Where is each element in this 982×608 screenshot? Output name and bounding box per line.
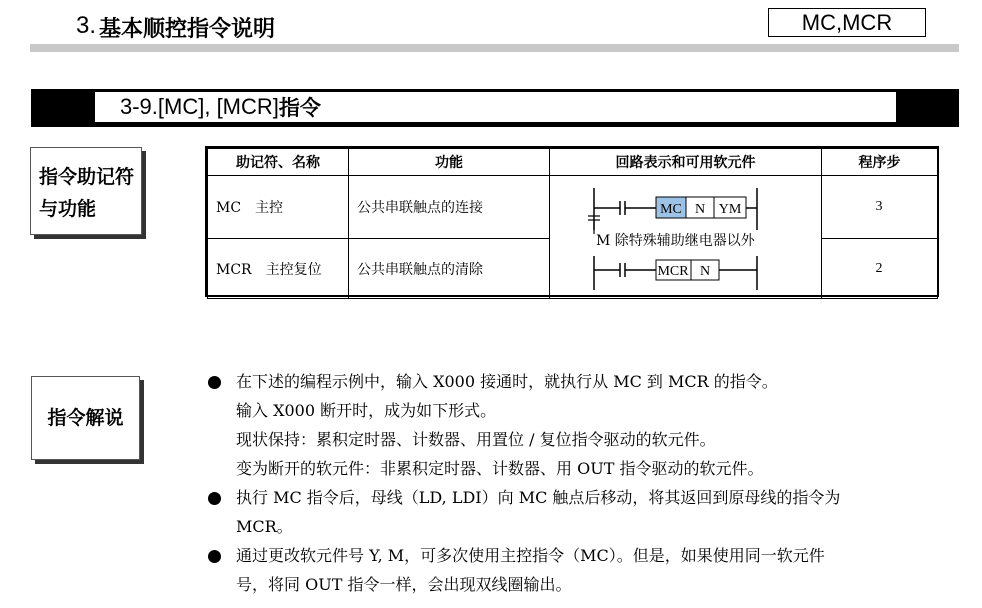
ladder-circuit-diagram: [550, 176, 820, 298]
mc-n-label: N: [694, 202, 706, 217]
table-header-row: [208, 149, 938, 176]
bullet-icon: [208, 550, 221, 563]
mc-coil-label: MC: [660, 202, 682, 217]
row-steps: 2: [822, 239, 938, 299]
col-header-steps: 程序步: [822, 149, 938, 176]
section-code: 3-9.[MC], [MCR]: [120, 94, 279, 119]
bullet-icon: [208, 492, 221, 505]
mnemonic-label-line1: 指令助记符: [39, 166, 135, 188]
explanation-line: 变为断开的软元件：非累积定时器、计数器、用 OUT 指令驱动的软元件。: [236, 459, 764, 478]
instruction-explanation-label: [31, 376, 140, 460]
device-note: M 除特殊辅助继电器以外: [596, 233, 755, 249]
explanation-line: 执行 MC 指令后，母线（LD, LDI）向 MC 触点后移动，将其返回到原母线的指令为: [236, 488, 841, 507]
explanation-line: 输入 X000 断开时，成为如下形式。: [236, 401, 497, 420]
section-title-suffix: 指令: [278, 96, 321, 120]
mnemonic-label-line2: 与功能: [39, 198, 97, 220]
explanation-bullet-1: [236, 367, 778, 483]
mcr-coil-label: MCR: [657, 264, 689, 279]
instruction-table: [205, 146, 939, 297]
row-mnemonic: MCR 主控复位: [208, 239, 349, 299]
row-steps: 3: [822, 176, 938, 239]
explanation-line: 现状保持：累积定时器、计数器、用置位 / 复位指令驱动的软元件。: [236, 430, 716, 449]
explanation-label-text: 指令解说: [47, 407, 124, 429]
table-row: [208, 176, 938, 239]
explanation-line: MCR。: [236, 517, 293, 536]
col-header-circuit: 回路表示和可用软元件: [550, 149, 822, 176]
row-function: 公共串联触点的清除: [349, 239, 550, 299]
circuit-cell: [550, 176, 822, 299]
col-header-mnemonic: 助记符、名称: [208, 149, 349, 176]
row-mnemonic: MC 主控: [208, 176, 349, 239]
mcr-n-label: N: [699, 264, 711, 279]
explanation-line: 在下述的编程示例中，输入 X000 接通时，就执行从 MC 到 MCR 的指令。: [236, 372, 778, 391]
explanation-line: 通过更改软元件号 Y, M，可多次使用主控指令（MC）。但是，如果使用同一软元件: [236, 546, 825, 565]
header-rule: [30, 44, 959, 52]
explanation-line: 号，将同 OUT 指令一样，会出现双线圈输出。: [236, 575, 572, 594]
instruction-tag-box: MC,MCR: [768, 8, 926, 37]
mnemonic-function-label: [30, 147, 142, 235]
explanation-bullet-3: [236, 541, 825, 599]
row-function: 公共串联触点的连接: [349, 176, 550, 239]
chapter-title: 基本顺控指令说明: [99, 17, 276, 42]
mc-ym-label: YM: [718, 202, 742, 217]
chapter-number: 3.: [76, 12, 97, 39]
col-header-function: 功能: [349, 149, 550, 176]
section-title: [95, 92, 896, 122]
explanation-bullet-2: [236, 483, 840, 541]
bullet-icon: [208, 376, 221, 389]
